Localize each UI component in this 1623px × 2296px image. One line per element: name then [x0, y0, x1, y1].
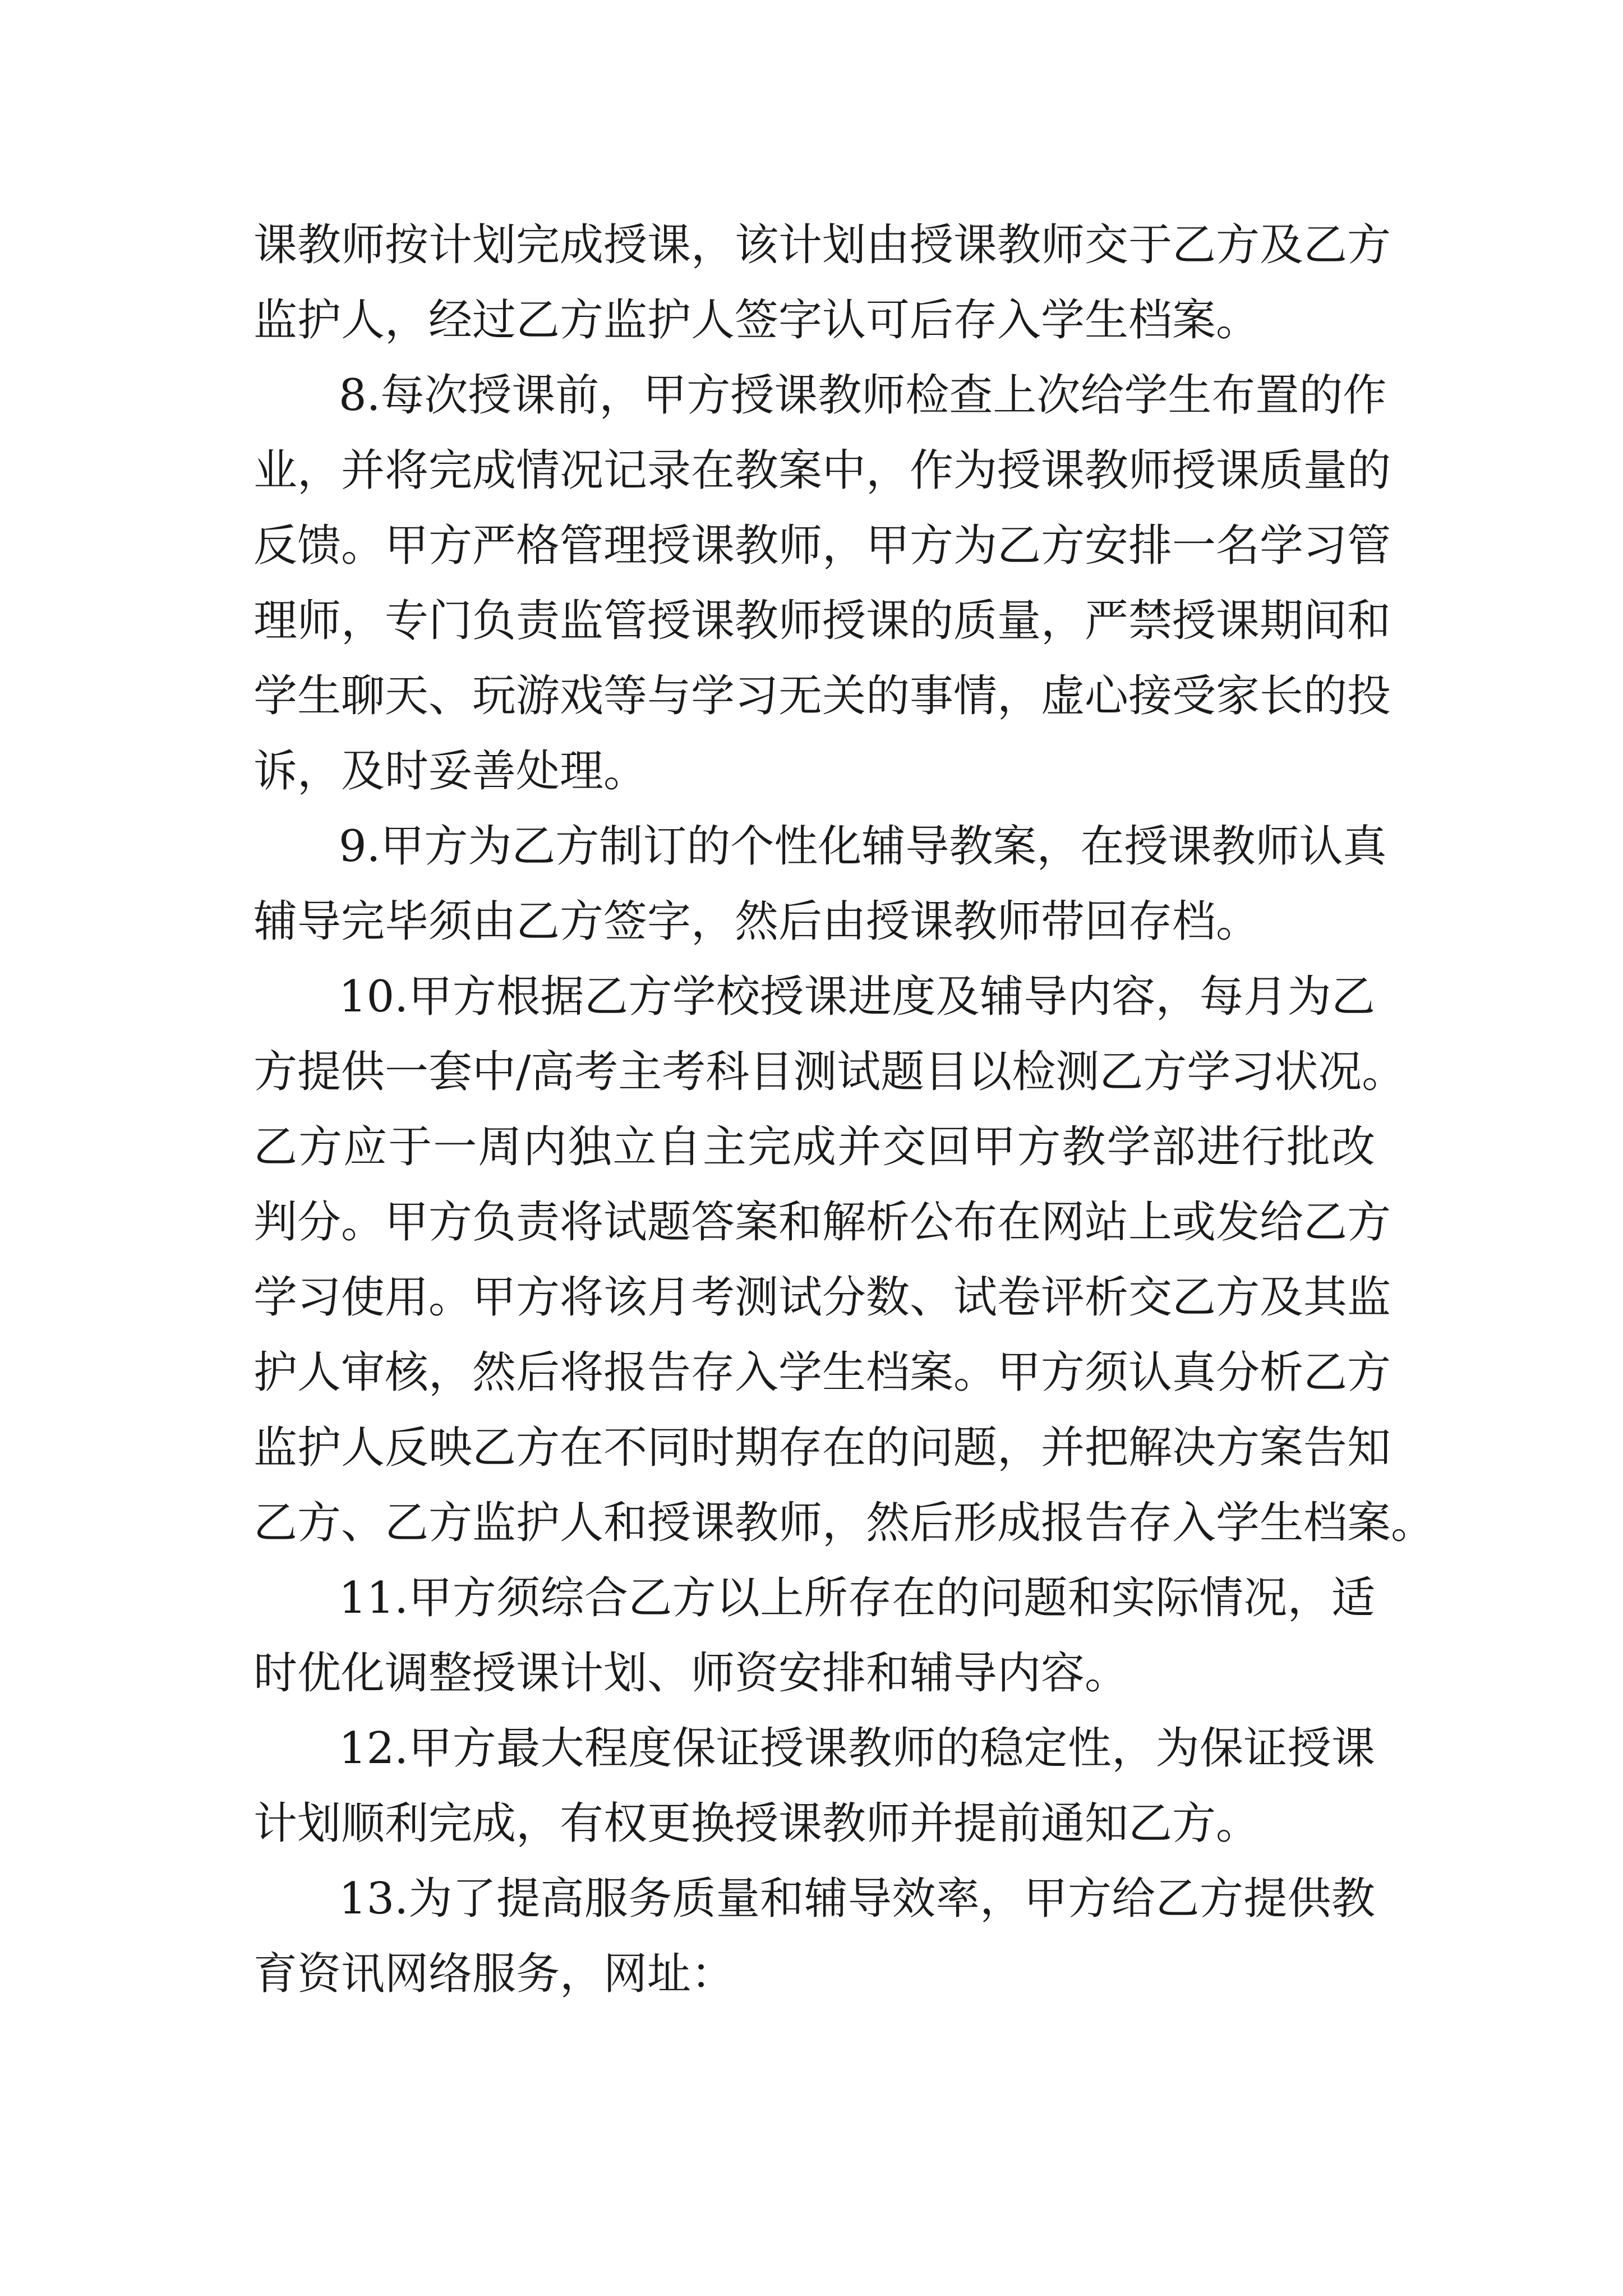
- text-line: 诉，及时妥善处理。: [253, 746, 648, 797]
- text-line: 乙方、乙方监护人和授课教师，然后形成报告存入学生档案。: [253, 1498, 1435, 1548]
- text-line: 判分。甲方负责将试题答案和解析公布在网站上或发给乙方: [253, 1197, 1391, 1248]
- text-line: 辅导完毕须由乙方签字，然后由授课教师带回存档。: [253, 896, 1260, 947]
- text-line: 监护人，经过乙方监护人签字认可后存入学生档案。: [253, 295, 1260, 346]
- text-line: 反馈。甲方严格管理授课教师，甲方为乙方安排一名学习管: [253, 521, 1391, 571]
- text-line: 学习使用。甲方将该月考测试分数、试卷评析交乙方及其监: [253, 1272, 1391, 1323]
- text-line: 理师，专门负责监管授课教师授课的质量，严禁授课期间和: [253, 596, 1391, 646]
- text-line: 护人审核，然后将报告存入学生档案。甲方须认真分析乙方: [253, 1347, 1391, 1398]
- text-line: 乙方应于一周内独立自主完成并交回甲方教学部进行批改: [253, 1122, 1375, 1172]
- paragraph-8-start: 8.每次授课前，甲方授课教师检查上次给学生布置的作: [339, 370, 1387, 421]
- paragraph-11-start: 11.甲方须综合乙方以上所存在的问题和实际情况，适: [339, 1573, 1375, 1623]
- text-line: 计划顺利完成，有权更换授课教师并提前通知乙方。: [253, 1798, 1260, 1849]
- text-line: 方提供一套中/高考主考科目测试题目以检测乙方学习状况。: [253, 1047, 1406, 1097]
- text-line: 课教师按计划完成授课，该计划由授课教师交于乙方及乙方: [253, 220, 1391, 270]
- paragraph-10-start: 10.甲方根据乙方学校授课进度及辅导内容，每月为乙: [339, 972, 1375, 1022]
- text-line: 时优化调整授课计划、师资安排和辅导内容。: [253, 1648, 1129, 1699]
- paragraph-12-start: 12.甲方最大程度保证授课教师的稳定性，为保证授课: [339, 1723, 1375, 1774]
- paragraph-13-start: 13.为了提高服务质量和辅导效率，甲方给乙方提供教: [339, 1874, 1375, 1924]
- text-line: 业，并将完成情况记录在教案中，作为授课教师授课质量的: [253, 445, 1391, 496]
- body-text: [253, 208, 1435, 2012]
- text-line: 监护人反映乙方在不同时期存在的问题，并把解决方案告知: [253, 1423, 1391, 1473]
- text-line: 育资讯网络服务，网址：: [253, 1949, 735, 1999]
- text-line: 学生聊天、玩游戏等与学习无关的事情，虚心接受家长的投: [253, 671, 1391, 721]
- paragraph-9-start: 9.甲方为乙方制订的个性化辅导教案，在授课教师认真: [339, 821, 1387, 872]
